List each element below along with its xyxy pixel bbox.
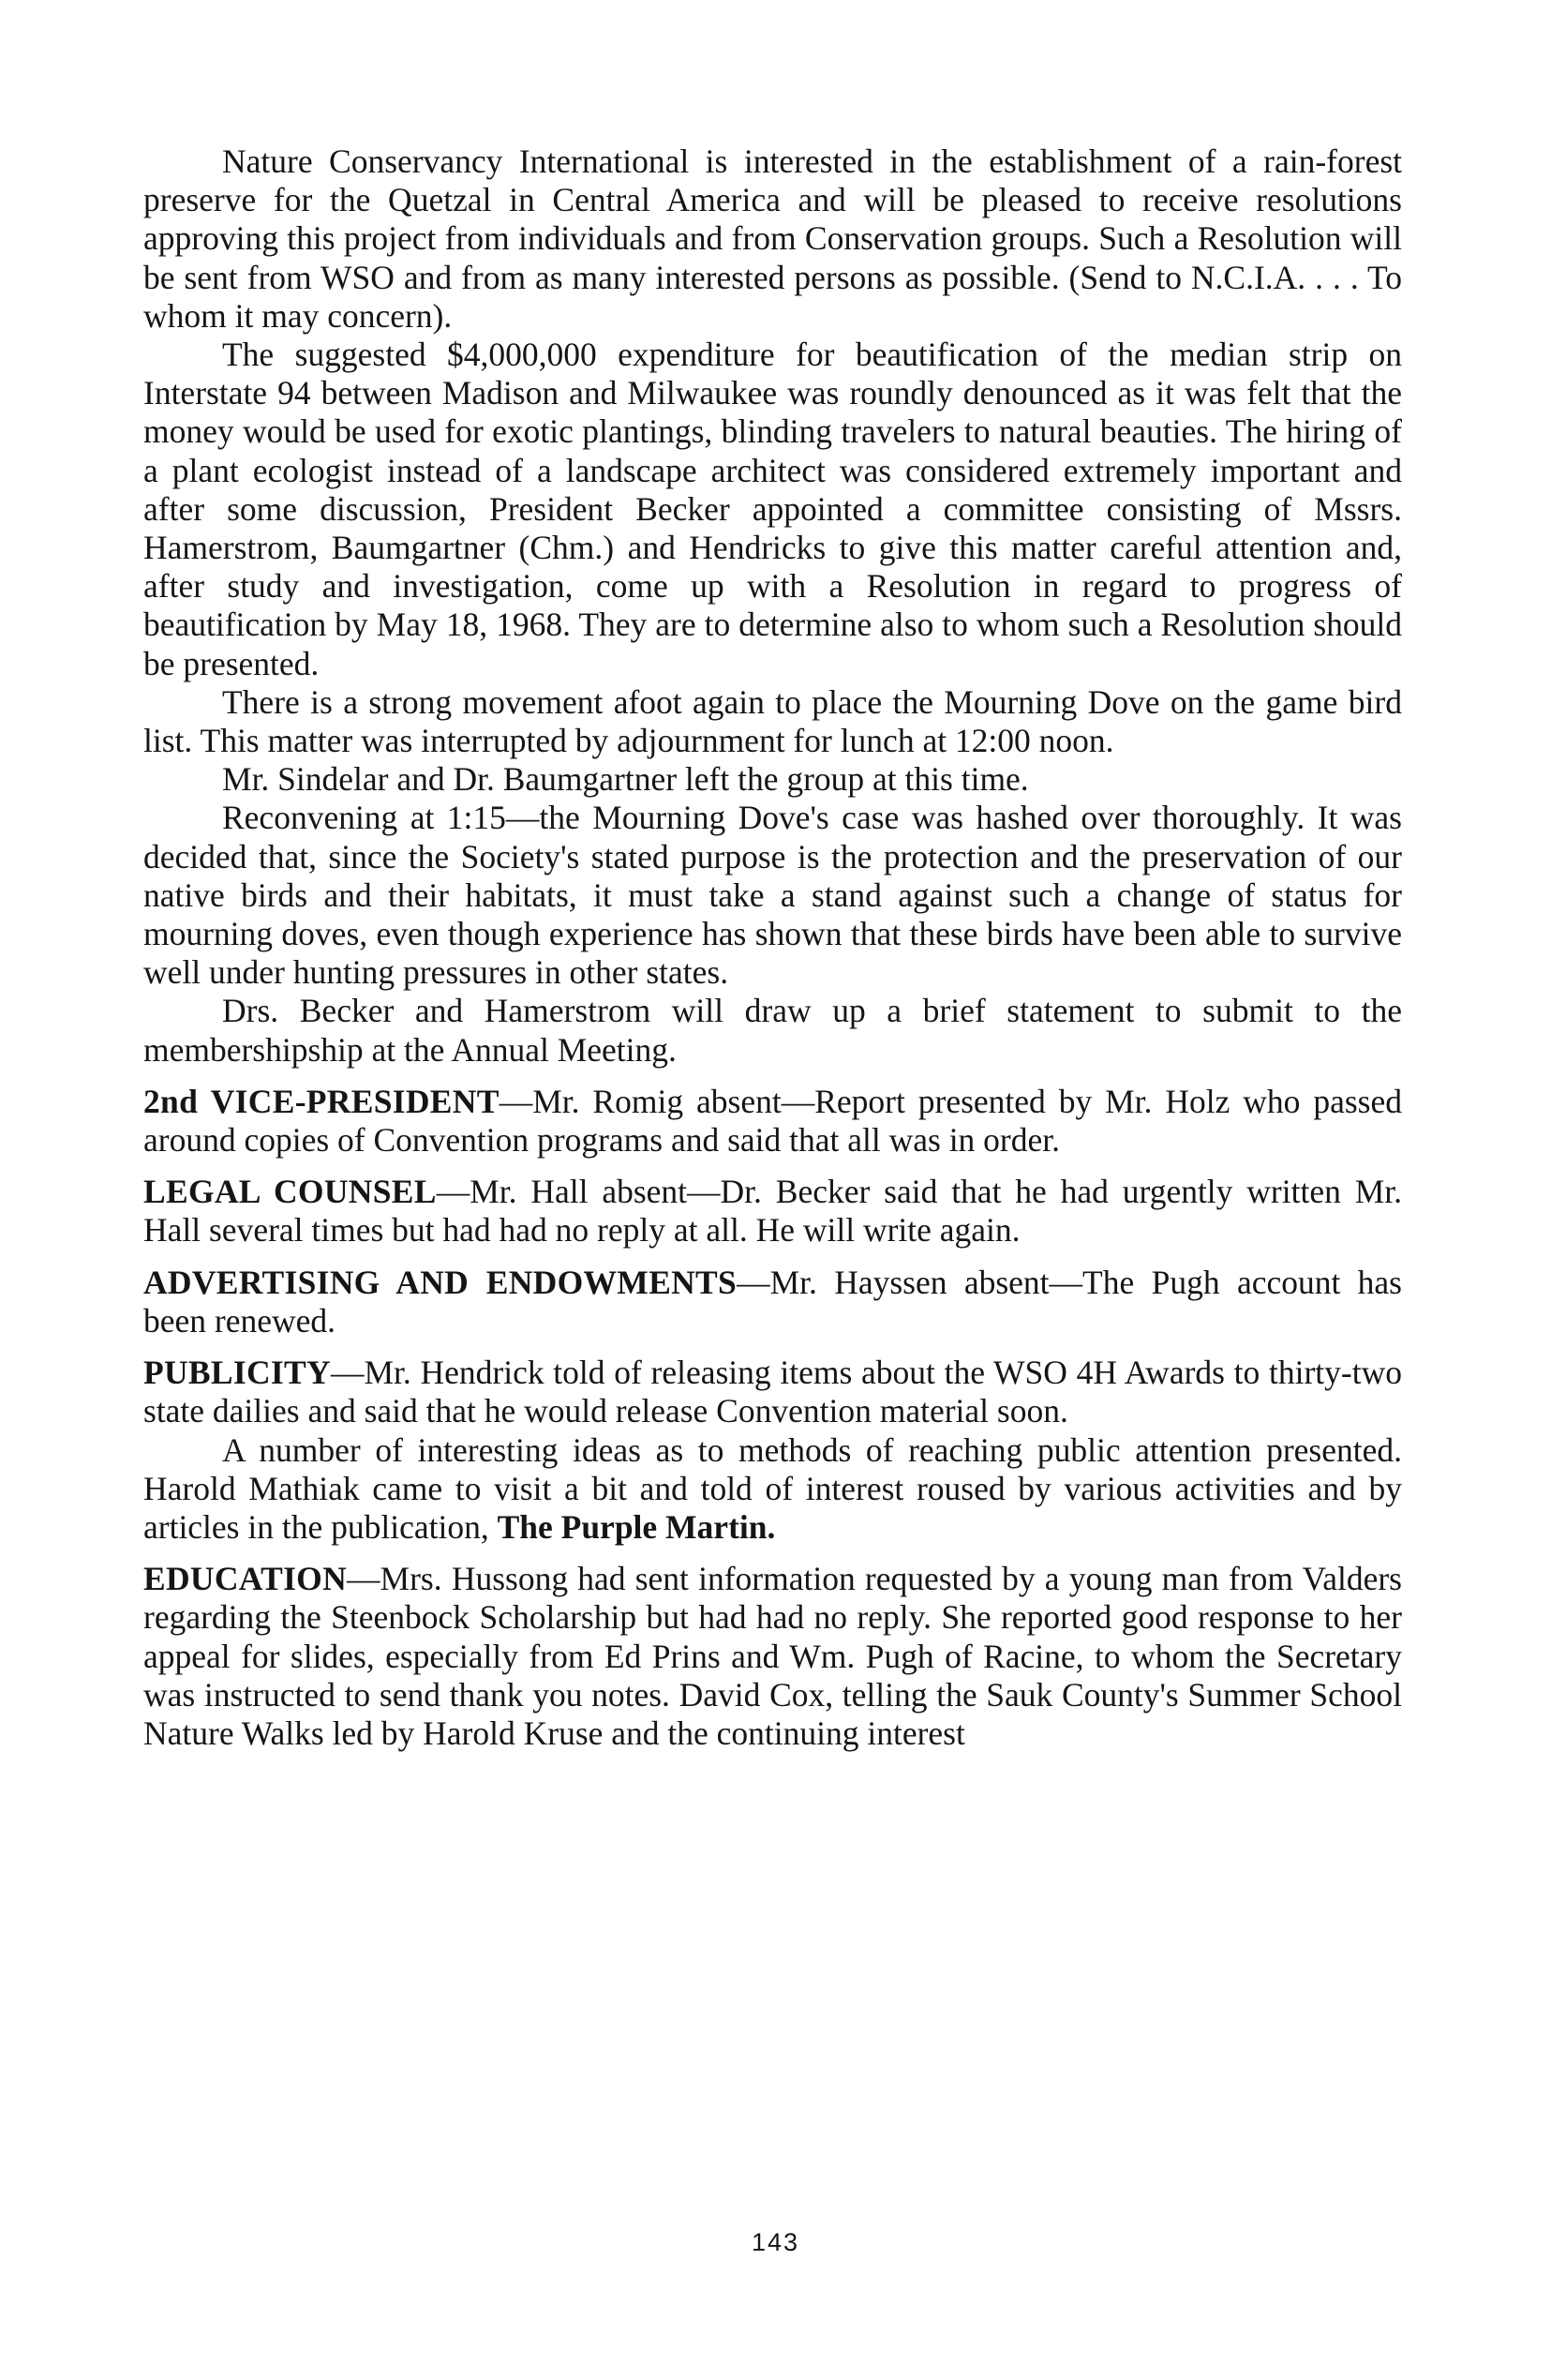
report-text-education: —Mrs. Hussong had sent information requested by a young man from Valders regarding the Steenbock Scholarship but had had no reply. She reported good response to her appeal for slides, especially from Ed Prins and Wm. Pugh of Racine, to whom the Secretary was instructed to send thank you notes. David Cox, telling the Sauk County's Summer School Nature Walks led by Harold Kruse and the continuing interest — [143, 1560, 1402, 1752]
report-heading-advertising: ADVERTISING AND ENDOWMENTS — [143, 1263, 738, 1301]
paragraph-mourning-dove: There is a strong movement afoot again to place the Mourning Dove on the game bird list. This matter was interrupted by adjournment for lunch at 12:00 noon. — [143, 682, 1402, 760]
report-text-publicity: —Mr. Hendrick told of releasing items about the WSO 4H Awards to thirty-two state dailies and said that he would release Convention material soon. — [143, 1354, 1402, 1430]
report-text-legal: —Mr. Hall absent—Dr. Becker said that he had urgently written Mr. Hall several times but had had no reply at all. He will write again. — [143, 1173, 1402, 1250]
report-heading-vp2: 2nd VICE-PRESIDENT — [143, 1082, 500, 1120]
paragraph-statement: Drs. Becker and Hamerstrom will draw up a brief statement to submit to the membershipship at the Annual Meeting. — [143, 992, 1402, 1069]
report-heading-legal: LEGAL COUNSEL — [143, 1173, 437, 1211]
report-heading-education: EDUCATION — [143, 1560, 348, 1598]
report-text-vp2: —Mr. Romig absent—Report presented by Mr. Holz who passed around copies of Convention programs and said that all was in order. — [143, 1082, 1402, 1160]
report-text-advertising: —Mr. Hayssen absent—The Pugh account has been renewed. — [143, 1263, 1403, 1340]
report-publicity — [143, 1354, 1402, 1430]
publication-title: The Purple Martin. — [497, 1507, 776, 1546]
report-education — [143, 1560, 1402, 1753]
report-second-vice-president — [143, 1083, 1402, 1160]
paragraph-reconvening: Reconvening at 1:15—the Mourning Dove's case was hashed over thoroughly. It was decided that, since the Society's stated purpose is the protection and the preservation of our native birds and their habitats, it must take a stand against such a change of status for mourning doves, even though experience has shown that these birds have been able to survive well under hunting pressures in other states. — [143, 799, 1402, 992]
report-heading-publicity: PUBLICITY — [143, 1354, 331, 1392]
report-advertising — [143, 1264, 1402, 1340]
publicity-followup-text: A number of interesting ideas as to methods of reaching public attention presented. Harold Mathiak came to visit a bit and told of interest roused by various activities and by articles in the publication, — [143, 1430, 1402, 1546]
page-number: 143 — [751, 2228, 800, 2256]
report-legal-counsel — [143, 1173, 1402, 1250]
paragraph-median-strip: The suggested $4,000,000 expenditure for beautification of the median strip on Interstate 94 between Madison and Milwaukee was roundly denounced as it was felt that the money would be used for exotic plantings, blinding travelers to natural beauties. The hiring of a plant ecologist instead of a landscape architect was considered extremely important and after some discussion, President Becker appointed a committee consisting of Mssrs. Hamerstrom, Baumgartner (Chm.) and Hendricks to give this matter careful attention and, after study and investigation, come up with a Resolution in regard to progress of beautification by May 18, 1968. They are to determine also to whom such a Resolution should be presented. — [143, 336, 1402, 682]
paragraph-publicity-followup — [143, 1431, 1402, 1548]
paragraph-departure: Mr. Sindelar and Dr. Baumgartner left the group at this time. — [222, 760, 1029, 799]
body-text — [143, 142, 1402, 1753]
paragraph-quetzal-preserve: Nature Conservancy International is interested in the establishment of a rain-forest preserve for the Quetzal in Central America and will be pleased to receive resolutions approving this project from individuals and from Conservation groups. Such a Resolution will be sent from WSO and from as many interested persons as possible. (Send to N.C.I.A. . . . To whom it may concern). — [143, 142, 1402, 335]
